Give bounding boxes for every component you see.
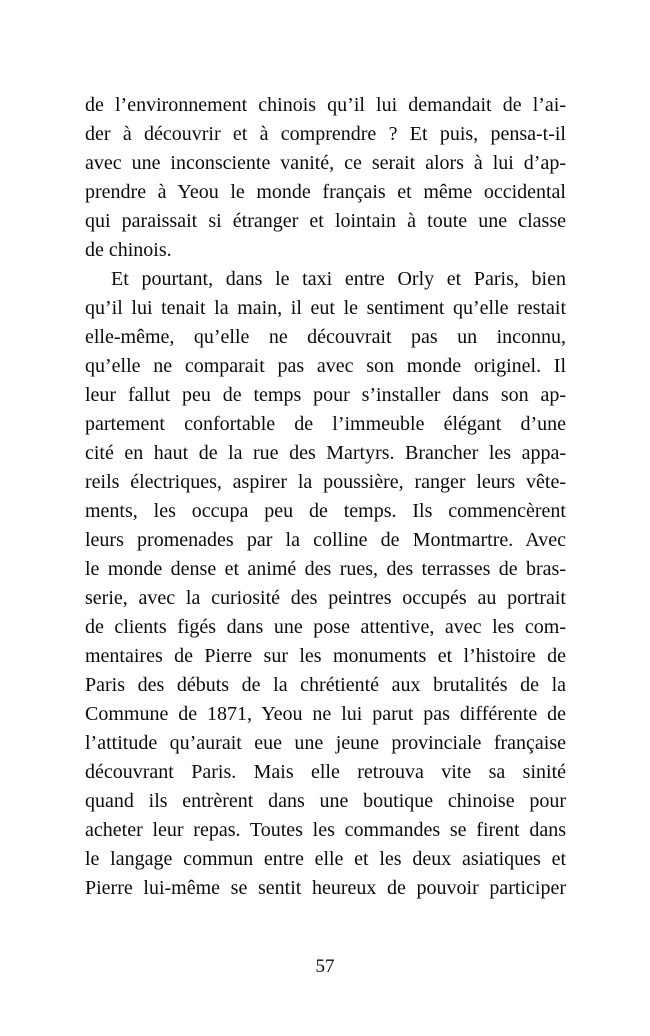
text-line: qui paraissait si étranger et lointain à toute une classe [85,210,566,232]
text-line: leur fallut peu de temps pour s’installer dans son ap- [85,384,566,406]
text-line: Paris des débuts de la chrétienté aux brutalités de la [85,674,566,696]
text-line: avec une inconsciente vanité, ce serait alors à lui d’ap- [85,152,566,174]
text-line: Et pourtant, dans le taxi entre Orly et Paris, bien [111,268,566,290]
text-line: partement confortable de l’immeuble élégant d’une [85,413,566,435]
text-line: cité en haut de la rue des Martyrs. Brancher les appa- [85,442,566,464]
text-line: prendre à Yeou le monde français et même occidental [85,181,566,203]
text-line: de clients figés dans une pose attentive, avec les com- [85,616,566,638]
text-line: découvrant Paris. Mais elle retrouva vite sa sinité [85,761,566,783]
text-line: de chinois. [85,239,172,261]
text-line: elle-même, qu’elle ne découvrait pas un inconnu, [85,326,566,348]
text-line: acheter leur repas. Toutes les commandes se firent dans [85,819,566,841]
text-line: leurs promenades par la colline de Montmartre. Avec [85,529,566,551]
text-line: Pierre lui-même se sentit heureux de pouvoir participer [85,877,566,899]
text-line: mentaires de Pierre sur les monuments et l’histoire de [85,645,566,667]
text-line: qu’il lui tenait la main, il eut le sentiment qu’elle restait [85,297,566,319]
text-line: serie, avec la curiosité des peintres occupés au portrait [85,587,566,609]
text-line: le langage commun entre elle et les deux asiatiques et [85,848,566,870]
page-number: 57 [315,956,335,977]
text-line: de l’environnement chinois qu’il lui demandait de l’ai- [85,94,566,116]
text-line: l’attitude qu’aurait eue une jeune provinciale française [85,732,566,754]
text-line: Commune de 1871, Yeou ne lui parut pas différente de [85,703,566,725]
text-line: qu’elle ne comparait pas avec son monde originel. Il [85,355,566,377]
text-line: le monde dense et animé des rues, des terrasses de bras- [85,558,566,580]
page-text [85,91,566,903]
text-line: ments, les occupa peu de temps. Ils commencèrent [85,500,566,522]
text-line: reils électriques, aspirer la poussière, ranger leurs vête- [85,471,566,493]
text-line: quand ils entrèrent dans une boutique chinoise pour [85,790,566,812]
text-line: der à découvrir et à comprendre ? Et puis, pensa-t-il [85,123,566,145]
